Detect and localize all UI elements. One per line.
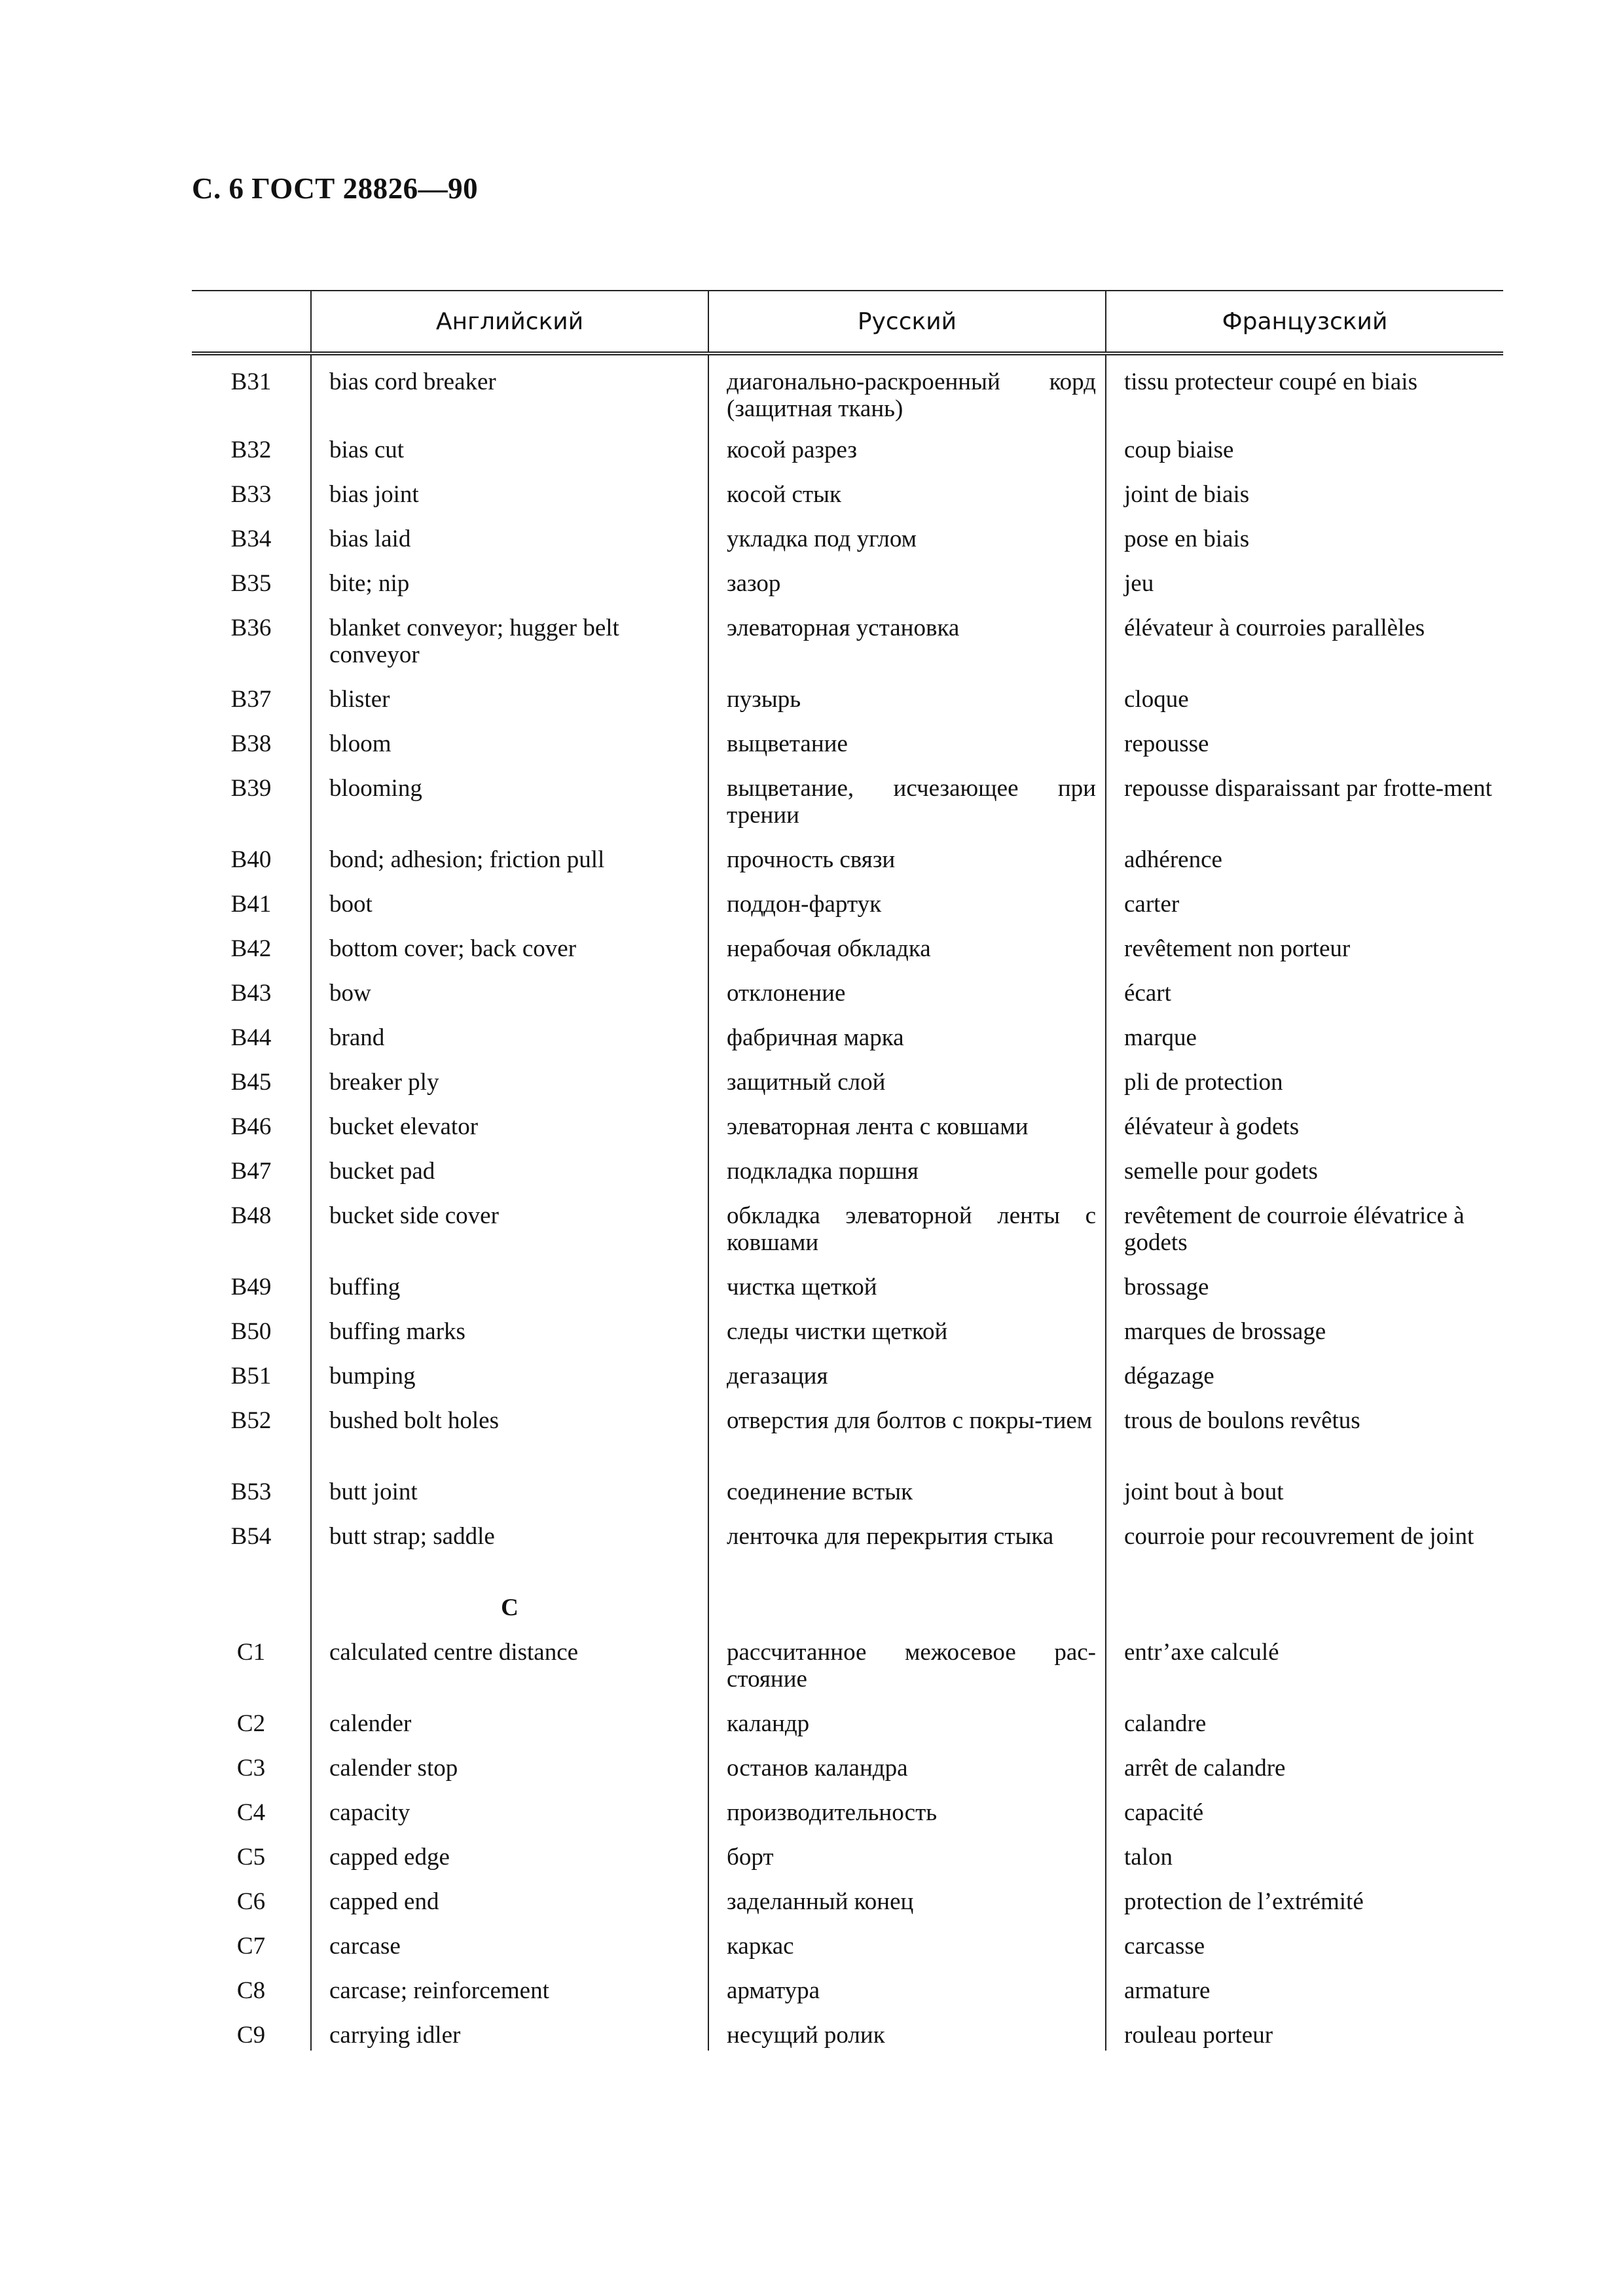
term-russian: останов каландра [708,1745,1106,1789]
term-english: bucket pad [311,1148,708,1193]
table-row [192,1923,1503,1967]
term-code: B40 [230,846,272,873]
term-russian: выцветание, исчезающее при трении [708,765,1106,836]
column-header-french: Французский [1106,291,1503,353]
term-code: B47 [230,1158,272,1185]
column-header-russian: Русский [708,291,1106,353]
term-code: B49 [230,1274,272,1300]
term-russian: поддон-фартук [708,881,1106,925]
term-french: dégazage [1106,1353,1503,1397]
table-row [192,1264,1503,1308]
glossary-table-wrapper [192,290,1503,2051]
term-russian: зазор [708,560,1106,605]
term-code: C2 [236,1710,266,1737]
term-english: bond; adhesion; friction pull [311,836,708,881]
table-row [192,765,1503,836]
term-code: B45 [230,1069,272,1096]
term-russian: пузырь [708,676,1106,721]
term-english: bias cord breaker [311,353,708,427]
term-english: carcase; reinforcement [311,1967,708,2012]
term-french: carter [1106,881,1503,925]
table-row [192,1148,1503,1193]
term-russian: следы чистки щеткой [708,1308,1106,1353]
term-russian: соединение встык [708,1469,1106,1513]
term-russian: ленточка для перекрытия стыка [708,1513,1106,1585]
table-row [192,970,1503,1014]
term-russian: рассчитанное межосевое рас-стояние [708,1629,1106,1700]
table-row [192,1629,1503,1700]
term-russian: нерабочая обкладка [708,925,1106,970]
table-row [192,676,1503,721]
table-row [192,1308,1503,1353]
table-row [192,1193,1503,1264]
term-english: calculated centre distance [311,1629,708,1700]
column-header-english: Английский [311,291,708,353]
term-french: revêtement non porteur [1106,925,1503,970]
term-code: C8 [236,1977,266,2004]
term-code: B48 [230,1202,272,1229]
table-row [192,721,1503,765]
table-row [192,560,1503,605]
term-french: pose en biais [1106,516,1503,560]
term-french: écart [1106,970,1503,1014]
term-russian: прочность связи [708,836,1106,881]
section-russian-cell [708,1585,1106,1629]
term-russian: арматура [708,1967,1106,2012]
term-russian: защитный слой [708,1059,1106,1103]
term-code: B46 [230,1113,272,1140]
term-english: calender [311,1700,708,1745]
table-row [192,353,1503,427]
term-french: coup biaise [1106,427,1503,471]
term-french: adhérence [1106,836,1503,881]
term-english: blanket conveyor; hugger belt conveyor [311,605,708,676]
term-french: semelle pour godets [1106,1148,1503,1193]
term-french: revêtement de courroie élévatrice à godets [1106,1193,1503,1264]
term-code: B51 [230,1363,272,1390]
term-french: joint bout à bout [1106,1469,1503,1513]
table-row [192,925,1503,970]
term-code: B53 [230,1479,272,1505]
term-russian: укладка под углом [708,516,1106,560]
term-russian: косой стык [708,471,1106,516]
term-english: bloom [311,721,708,765]
term-french: pli de protection [1106,1059,1503,1103]
term-code: B36 [230,615,272,641]
term-french: armature [1106,1967,1503,2012]
term-english: capped edge [311,1834,708,1878]
table-row [192,2012,1503,2051]
term-english: carcase [311,1923,708,1967]
term-english: capacity [311,1789,708,1834]
term-code: B39 [230,775,272,802]
term-code: B38 [230,730,272,757]
table-row [192,1353,1503,1397]
term-english: brand [311,1014,708,1059]
term-russian: несущий ролик [708,2012,1106,2051]
term-french: marque [1106,1014,1503,1059]
term-english: bucket elevator [311,1103,708,1148]
term-english: bumping [311,1353,708,1397]
term-french: capacité [1106,1789,1503,1834]
term-code: C5 [236,1844,266,1871]
term-french: repousse [1106,721,1503,765]
term-french: marques de brossage [1106,1308,1503,1353]
table-row [192,1513,1503,1585]
table-row [192,1789,1503,1834]
term-russian: производительность [708,1789,1106,1834]
section-letter: C [311,1585,708,1629]
page-header: С. 6 ГОСТ 28826—90 [192,172,479,205]
term-french: élévateur à godets [1106,1103,1503,1148]
term-russian: подкладка поршня [708,1148,1106,1193]
term-french: tissu protecteur coupé en biais [1106,353,1503,427]
term-russian: элеваторная лента с ковшами [708,1103,1106,1148]
term-english: bias laid [311,516,708,560]
glossary-table [192,290,1503,2051]
term-code: B35 [230,570,272,597]
term-french: cloque [1106,676,1503,721]
term-code: B54 [230,1523,272,1550]
term-code: C3 [236,1755,266,1782]
table-row [192,1469,1503,1513]
term-english: bias cut [311,427,708,471]
term-french: repousse disparaissant par frotte-ment [1106,765,1503,836]
term-english: buffing [311,1264,708,1308]
term-french: calandre [1106,1700,1503,1745]
term-english: bite; nip [311,560,708,605]
table-row [192,1967,1503,2012]
term-english: breaker ply [311,1059,708,1103]
term-russian: отклонение [708,970,1106,1014]
term-french: protection de l’extrémité [1106,1878,1503,1923]
table-header-row [192,291,1503,353]
term-code: C7 [236,1933,266,1960]
term-russian: диагонально-раскроенный корд (защитная ткань) [708,353,1106,427]
table-row [192,1834,1503,1878]
term-french: courroie pour recouvrement de joint [1106,1513,1503,1585]
term-code: C9 [236,2022,266,2049]
term-code: C6 [236,1888,266,1915]
term-code: B42 [230,935,272,962]
term-code: B50 [230,1318,272,1345]
term-russian: фабричная марка [708,1014,1106,1059]
term-english: bucket side cover [311,1193,708,1264]
term-english: capped end [311,1878,708,1923]
term-english: bottom cover; back cover [311,925,708,970]
term-english: bow [311,970,708,1014]
table-row [192,1059,1503,1103]
term-french: rouleau porteur [1106,2012,1503,2051]
term-english: bushed bolt holes [311,1397,708,1469]
term-english: butt strap; saddle [311,1513,708,1585]
table-row [192,836,1503,881]
term-russian: дегазация [708,1353,1106,1397]
term-russian: каландр [708,1700,1106,1745]
term-english: boot [311,881,708,925]
term-code: C1 [236,1639,266,1666]
term-code: B31 [230,368,272,395]
table-body [192,353,1503,2051]
term-russian: элеваторная установка [708,605,1106,676]
term-french: brossage [1106,1264,1503,1308]
section-row [192,1585,1503,1629]
term-french: talon [1106,1834,1503,1878]
term-russian: борт [708,1834,1106,1878]
term-code: B52 [230,1407,272,1434]
term-code: B37 [230,686,272,713]
term-code: B33 [230,481,272,508]
term-english: calender stop [311,1745,708,1789]
term-french: élévateur à courroies parallèles [1106,605,1503,676]
term-russian: косой разрез [708,427,1106,471]
term-russian: чистка щеткой [708,1264,1106,1308]
term-russian: отверстия для болтов с покры-тием [708,1397,1106,1469]
term-french: carcasse [1106,1923,1503,1967]
table-row [192,1700,1503,1745]
term-english: blooming [311,765,708,836]
term-code: B32 [230,437,272,463]
table-row [192,471,1503,516]
section-french-cell [1106,1585,1503,1629]
table-row [192,427,1503,471]
section-code-cell [192,1585,311,1629]
term-english: blister [311,676,708,721]
term-english: buffing marks [311,1308,708,1353]
table-header [192,291,1503,353]
table-row [192,1878,1503,1923]
table-row [192,1745,1503,1789]
table-row [192,1014,1503,1059]
term-french: arrêt de calandre [1106,1745,1503,1789]
term-russian: обкладка элеваторной ленты с ковшами [708,1193,1106,1264]
term-code: B41 [230,891,272,918]
term-french: jeu [1106,560,1503,605]
column-header-code [192,291,311,353]
table-row [192,516,1503,560]
table-row [192,881,1503,925]
term-english: butt joint [311,1469,708,1513]
term-french: joint de biais [1106,471,1503,516]
term-russian: заделанный конец [708,1878,1106,1923]
term-code: B34 [230,526,272,552]
table-row [192,605,1503,676]
term-french: trous de boulons revêtus [1106,1397,1503,1469]
term-code: B44 [230,1024,272,1051]
table-row [192,1103,1503,1148]
term-french: entr’axe calculé [1106,1629,1503,1700]
table-row [192,1397,1503,1469]
term-code: B43 [230,980,272,1007]
term-code: C4 [236,1799,266,1826]
term-english: carrying idler [311,2012,708,2051]
term-english: bias joint [311,471,708,516]
term-russian: выцветание [708,721,1106,765]
term-russian: каркас [708,1923,1106,1967]
